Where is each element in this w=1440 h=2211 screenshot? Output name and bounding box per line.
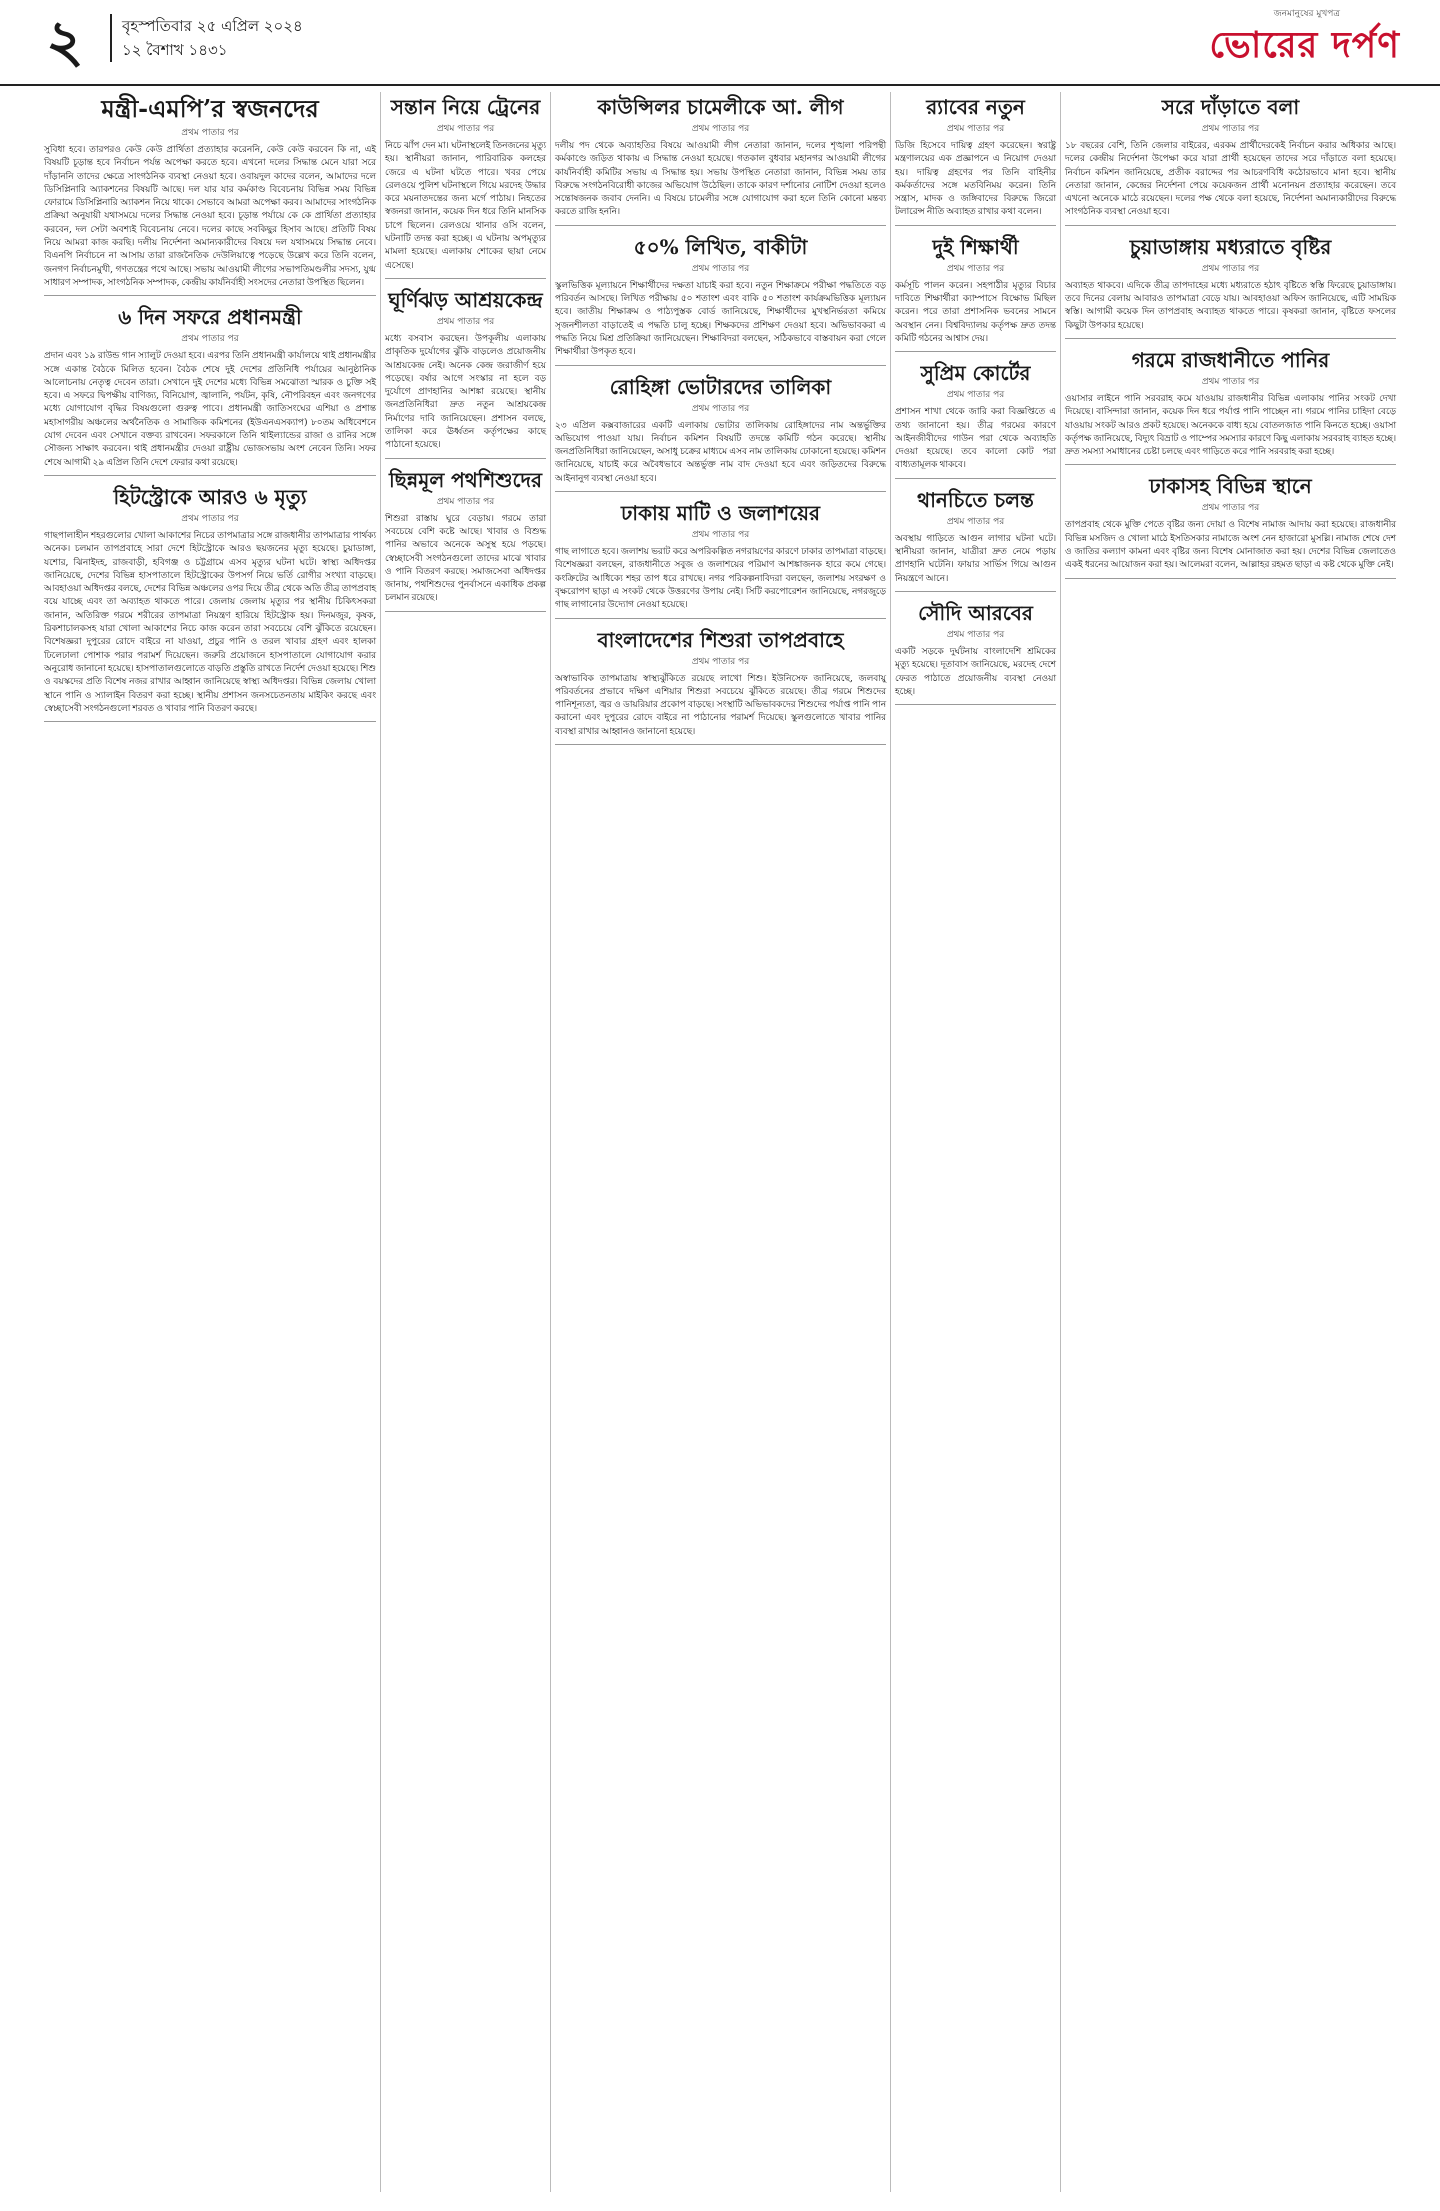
article-body: তাপপ্রবাহ থেকে মুক্তি পেতে বৃষ্টির জন্য দোয়া ও বিশেষ নামাজ আদায় করা হয়েছে। রাজধানীর বিভিন্ন মসজিদ ও খোলা মাঠে ইসতিসকার নামাজে অংশ নেন হাজারো মুসল্লি। নামাজ শেষে দেশ ও জাতির কল্যাণ কামনা এবং বৃষ্টির জন্য বিশেষ মোনাজাত করা হয়। দেশের বিভিন্ন জেলাতেও একই ধরনের আয়োজন করা হয়। আলেমরা বলেন, আল্লাহর রহমত ছাড়া এ কষ্ট থেকে মুক্তি নেই। (1065, 519, 1396, 571)
continued-label: প্রথম পাতার পর (1201, 124, 1260, 134)
article-headline[interactable]: ঢাকায় মাটি ও জলাশয়ের (620, 501, 821, 526)
article-ghurnijhor (385, 287, 546, 459)
article-headline[interactable]: কাউন্সিলর চামেলীকে আ. লীগ (597, 95, 844, 119)
article-headline[interactable]: হিটস্ট্রোকে আরও ৬ মৃত্যু (113, 484, 307, 509)
article-body: শিশুরা রাস্তায় ঘুরে বেড়ায়। গরমে তারা সবচেয়ে বেশি কষ্টে আছে। খাবার ও বিশুদ্ধ পানির অভাবে অনেকে অসুস্থ হয়ে পড়ছে। স্বেচ্ছাসেবী সংগঠনগুলো তাদের মাঝে খাবার ও পানি বিতরণ করছে। সমাজসেবা অধিদপ্তর জানায়, পথশিশুদের পুনর্বাসনে একাধিক প্রকল্প চলমান রয়েছে। (385, 512, 546, 604)
date-block (110, 14, 303, 62)
article-uprooted-children (385, 467, 546, 612)
column-4 (890, 92, 1060, 2192)
continued-label: প্রথম পাতার পর (436, 124, 495, 134)
article-body: নিচে ঝাঁপ দেন মা। ঘটনাস্থলেই তিনজনের মৃত্যু হয়। স্থানীয়রা জানান, পারিবারিক কলহের জেরে এ ঘটনা ঘটতে পারে। খবর পেয়ে রেলওয়ে পুলিশ ঘটনাস্থলে গিয়ে মরদেহ উদ্ধার করে ময়নাতদন্তের জন্য মর্গে পাঠায়। নিহতের স্বজনরা জানান, কয়েক দিন ধরে তিনি মানসিক চাপে ছিলেন। রেলওয়ে থানার ওসি বলেন, ঘটনাটি তদন্ত করা হচ্ছে। এ ঘটনায় অপমৃত্যুর মামলা হয়েছে। এলাকায় শোকের ছায়া নেমে এসেছে। (385, 140, 546, 271)
article-body: গাছপালাহীন শহরগুলোর খোলা আকাশের নিচের তাপমাত্রার সঙ্গে রাজধানীর তাপমাত্রার পার্থক্য অনেক। চলমান তাপপ্রবাহে সারা দেশে হিটস্ট্রোকে আরও ছয়জনের মৃত্যু হয়েছে। চুয়াডাঙ্গা, যশোর, ঝিনাইদহ, রাজবাড়ী, হবিগঞ্জ ও চট্টগ্রামে এসব মৃত্যুর ঘটনা ঘটে। স্বাস্থ্য অধিদপ্তর জানিয়েছে, দেশের বিভিন্ন হাসপাতালে হিটস্ট্রোকের উপসর্গ নিয়ে ভর্তি রোগীর সংখ্যা বাড়ছে। আবহাওয়া অধিদপ্তর বলছে, দেশের বিভিন্ন অঞ্চলের ওপর দিয়ে তীব্র থেকে অতি তীব্র তাপপ্রবাহ বয়ে যাচ্ছে এবং তা অব্যাহত থাকতে পারে। জেলায় জেলায় মৃত্যুর পর স্থানীয় চিকিৎসকরা জানান, অতিরিক্ত গরমে শরীরের তাপমাত্রা নিয়ন্ত্রণ হারিয়ে হিটস্ট্রোক হয়। দিনমজুর, কৃষক, রিকশাচালকসহ যারা খোলা আকাশের নিচে কাজ করেন তারা সবচেয়ে বেশি ঝুঁকিতে রয়েছেন। বিশেষজ্ঞরা দুপুরের রোদে বাইরে না যাওয়া, প্রচুর পানি ও তরল খাবার গ্রহণ এবং হালকা ঢিলেঢালা পোশাক পরার পরামর্শ দিয়েছেন। জরুরি প্রয়োজনে হাসপাতালে যোগাযোগ করার অনুরোধ জানানো হয়েছে। হাসপাতালগুলোতে বাড়তি প্রস্তুতি রাখতে নির্দেশ দেওয়া হয়েছে। শিশু ও বয়স্কদের প্রতি বিশেষ নজর রাখার আহ্বান জানিয়েছে স্বাস্থ্য অধিদপ্তর। বিভিন্ন জেলায় খোলা স্থানে পানি ও স্যালাইন বিতরণ করা হচ্ছে। স্থানীয় প্রশাসন জনসচেতনতায় মাইকিং করছে এবং স্বেচ্ছাসেবী সংগঠনগুলো শরবত ও খাবার পানি বিতরণ করছে। (44, 529, 376, 714)
article-headline[interactable]: চুয়াডাঙ্গায় মধ্যরাতে বৃষ্টির (1129, 234, 1332, 259)
article-headline[interactable]: রোহিঙ্গা ভোটারদের তালিকা (609, 374, 832, 399)
article-headline[interactable]: থানচিতে চলন্ত (917, 487, 1034, 512)
article-headline[interactable]: ৫০% লিখিত, বাকীটা (633, 234, 808, 259)
continued-label: প্রথম পাতার পর (946, 516, 1005, 527)
column-1 (40, 92, 380, 2192)
continued-label: প্রথম পাতার পর (946, 629, 1005, 640)
article-body: অব্যাহত থাকবে। এদিকে তীব্র তাপদাহের মধ্যে মধ্যরাতে হঠাৎ বৃষ্টিতে স্বস্তি ফিরেছে চুয়াডাঙ্গায়। তবে দিনের বেলায় আবারও তাপমাত্রা বেড়ে যায়। আবহাওয়া অফিস জানিয়েছে, এটি সাময়িক স্বস্তি। আগামী কয়েক দিন তাপপ্রবাহ অব্যাহত থাকতে পারে। কৃষকরা জানান, বৃষ্টিতে ফসলের কিছুটা উপকার হয়েছে। (1065, 279, 1396, 331)
continued-label: প্রথম পাতার পর (691, 403, 750, 414)
article-train-children (385, 94, 546, 279)
article-supreme-court (895, 360, 1056, 478)
page-number: ২ (46, 7, 84, 75)
article-saudi (895, 600, 1056, 705)
article-headline[interactable]: দুই শিক্ষার্থী (932, 234, 1019, 259)
article-headline[interactable]: মন্ত্রী-এমপি’র স্বজনদের (101, 94, 319, 123)
article-headline[interactable]: সরে দাঁড়াতে বলা (1161, 95, 1300, 119)
article-two-students (895, 234, 1056, 352)
article-dhaka-various (1065, 473, 1396, 578)
continued-label: প্রথম পাতার পর (946, 124, 1005, 134)
article-rab-new (895, 94, 1056, 226)
continued-label: প্রথম পাতার পর (946, 390, 1005, 401)
column-5 (1060, 92, 1400, 2192)
article-headline[interactable]: ছিন্নমূল পথশিশুদের (388, 467, 543, 492)
article-headline[interactable]: সৌদি আরবের (918, 600, 1033, 625)
article-headline[interactable]: সন্তান নিয়ে ট্রেনের (390, 95, 541, 119)
article-headline[interactable]: ঘূর্ণিঝড় আশ্রয়কেন্দ্র (388, 287, 543, 312)
continued-label: প্রথম পাতার পর (1201, 263, 1260, 274)
article-body: ২৩ এপ্রিল কক্সবাজারের একটি এলাকায় ভোটার তালিকায় রোহিঙ্গাদের নাম অন্তর্ভুক্তির অভিযোগ পাওয়া যায়। নির্বাচন কমিশন বিষয়টি তদন্তে কমিটি গঠন করেছে। স্থানীয় জনপ্রতিনিধিরা জানিয়েছেন, অসাধু চক্রের মাধ্যমে এসব নাম তালিকায় ঢোকানো হয়েছে। কমিশন জানিয়েছে, যাচাই করে অবৈধভাবে অন্তর্ভুক্ত নাম বাদ দেওয়া হবে এবং জড়িতদের বিরুদ্ধে আইনানুগ ব্যবস্থা নেওয়া হবে। (555, 419, 886, 484)
article-body: একটি সড়কে দুর্ঘটনায় বাংলাদেশি শ্রমিকের মৃত্যু হয়েছে। দূতাবাস জানিয়েছে, মরদেহ দেশে ফেরত পাঠাতে প্রয়োজনীয় ব্যবস্থা নেওয়া হচ্ছে। (895, 645, 1056, 697)
column-3 (550, 92, 890, 2192)
continued-label: প্রথম পাতার পর (691, 530, 750, 541)
article-body: অবস্থায় গাড়িতে আগুন লাগার ঘটনা ঘটে। স্থানীয়রা জানান, যাত্রীরা দ্রুত নেমে পড়ায় প্রাণহানি ঘটেনি। ফায়ার সার্ভিস গিয়ে আগুন নিয়ন্ত্রণে আনে। (895, 532, 1056, 584)
article-thanchi (895, 487, 1056, 592)
article-councillor (555, 94, 886, 226)
article-body: প্রদান এবং ১৯ রাউন্ড গান স্যালুট দেওয়া হবে। এরপর তিনি প্রধানমন্ত্রী কার্যালয়ে থাই প্রধানমন্ত্রীর সঙ্গে একান্ত বৈঠকে মিলিত হবেন। বৈঠক শেষে দুই দেশের প্রতিনিধি পর্যায়ের আনুষ্ঠানিক আলোচনায় নেতৃত্ব দেবেন তারা। সেখানে দুই দেশের মধ্যে বিভিন্ন সমঝোতা স্মারক ও চুক্তি সই হবে। এ সফরে দ্বিপক্ষীয় বাণিজ্য, বিনিয়োগ, জ্বালানি, পর্যটন, কৃষি, নৌপরিবহন এবং জনগণের মধ্যে যোগাযোগ বৃদ্ধির বিষয়গুলো গুরুত্ব পাবে। প্রধানমন্ত্রী জাতিসংঘের এশিয়া ও প্রশান্ত মহাসাগরীয় অঞ্চলের অর্থনৈতিক ও সামাজিক কমিশনের (ইউএনএসক্যাপ) ৮০তম অধিবেশনে যোগ দেবেন এবং সেখানে বক্তব্য রাখবেন। সফরকালে তিনি থাইল্যান্ডের রাজা ও রানির সঙ্গে সৌজন্য সাক্ষাৎ করবেন। থাই প্রধানমন্ত্রীর দেওয়া রাষ্ট্রীয় ভোজসভায় অংশ নেবেন তিনি। সফর শেষে আগামী ২৯ এপ্রিল তিনি দেশে ফেরার কথা রয়েছে। (44, 350, 376, 468)
continued-label: প্রথম পাতার পর (181, 334, 239, 345)
article-body: স্কুলভিত্তিক মূল্যায়নে শিক্ষার্থীদের দক্ষতা যাচাই করা হবে। নতুন শিক্ষাক্রমে পরীক্ষা পদ্ধতিতে বড় পরিবর্তন আসছে। লিখিত পরীক্ষায় ৫০ শতাংশ এবং বাকি ৫০ শতাংশ কার্যক্রমভিত্তিক মূল্যায়ন হবে। জাতীয় শিক্ষাক্রম ও পাঠ্যপুস্তক বোর্ড জানিয়েছে, শিক্ষার্থীদের মুখস্থনির্ভরতা কমিয়ে সৃজনশীলতা বাড়াতেই এ পদ্ধতি চালু হচ্ছে। শিক্ষকদের প্রশিক্ষণ দেওয়া হবে। অভিভাবকরা এ পদ্ধতি নিয়ে মিশ্র প্রতিক্রিয়া জানিয়েছেন। শিক্ষাবিদরা বলছেন, সঠিকভাবে বাস্তবায়ন করা গেলে শিক্ষার্থীরা উপকৃত হবে। (555, 279, 886, 358)
article-body: ১৮ বছরের বেশি, তিনি জেলার বাইরের, এরকম প্রার্থীদেরকেই নির্বাচন করার অধিকার আছে। দলের কেন্দ্রীয় নির্দেশনা উপেক্ষা করে যারা প্রার্থী হয়েছেন তাদের সরে দাঁড়াতে বলা হয়েছে। নির্বাচন কমিশন জানিয়েছে, প্রতীক বরাদ্দের পর আচরণবিধি কঠোরভাবে মানা হবে। স্থানীয় নেতারা জানান, কেন্দ্রের নির্দেশনা পেয়ে কয়েকজন প্রার্থী মনোনয়ন প্রত্যাহার করেছেন। তবে এখনো অনেকে মাঠে রয়েছেন। দলের পক্ষ থেকে বলা হয়েছে, নির্দেশনা অমান্যকারীদের বিরুদ্ধে সাংগঠনিক ব্যবস্থা নেওয়া হবে। (1065, 140, 1396, 218)
article-body: প্রশাসন শাখা থেকে জারি করা বিজ্ঞপ্তিতে এ তথ্য জানানো হয়। তীব্র গরমের কারণে আইনজীবীদের গাউন পরা থেকে অব্যাহতি দেওয়া হয়েছে। তবে কালো কোট পরা বাধ্যতামূলক থাকবে। (895, 406, 1056, 471)
article-headline[interactable]: ৬ দিন সফরে প্রধানমন্ত্রী (118, 305, 302, 330)
article-body: গাছ লাগাতে হবে। জলাশয় ভরাট করে অপরিকল্পিত নগরায়ণের কারণে ঢাকার তাপমাত্রা বাড়ছে। বিশেষজ্ঞরা বলছেন, রাজধানীতে সবুজ ও জলাশয়ের পরিমাণ আশঙ্কাজনক হারে কমে গেছে। কংক্রিটের আধিক্যে শহর তাপ ধরে রাখছে। নগর পরিকল্পনাবিদরা বলছেন, জলাশয় সংরক্ষণ ও বৃক্ষরোপণ ছাড়া এ সংকট থেকে উত্তরণের উপায় নেই। সিটি করপোরেশন জানিয়েছে, নগরজুড়ে গাছ লাগানোর উদ্যোগ নেওয়া হয়েছে। (555, 546, 886, 611)
article-chuadanga-rain (1065, 234, 1396, 339)
continued-label: প্রথম পাতার পর (691, 656, 750, 667)
article-heatstroke (44, 484, 376, 722)
continued-label: প্রথম পাতার পর (181, 513, 239, 524)
article-dhaka-soil (555, 500, 886, 618)
article-body: দলীয় পদ থেকে অব্যাহতির বিষয়ে আওয়ামী লীগ নেতারা জানান, দলের শৃঙ্খলা পরিপন্থী কর্মকাণ্ডে জড়িত থাকায় এ সিদ্ধান্ত নেওয়া হয়েছে। গতকাল বুধবার মহানগর আওয়ামী লীগের কার্যনির্বাহী কমিটির সভায় এ সিদ্ধান্ত হয়। সভায় উপস্থিত নেতারা জানান, বিভিন্ন সময় তার বিরুদ্ধে সংগঠনবিরোধী কাজের অভিযোগ উঠেছিল। তাকে কারণ দর্শানোর নোটিশ দেওয়া হলেও সন্তোষজনক জবাব দেননি। এ বিষয়ে চামেলীর সঙ্গে যোগাযোগ করা হলে তিনি কোনো মন্তব্য করতে রাজি হননি। (555, 140, 886, 218)
article-headline[interactable]: র‌্যাবের নতুন (926, 95, 1025, 119)
continued-label: প্রথম পাতার পর (181, 128, 239, 138)
article-children-heatwave (555, 627, 886, 745)
article-body: কর্মসূচি পালন করেন। সহপাঠীর মৃত্যুর বিচার দাবিতে শিক্ষার্থীরা ক্যাম্পাসে বিক্ষোভ মিছিল করেন। পরে তারা প্রশাসনিক ভবনের সামনে অবস্থান নেন। বিশ্ববিদ্যালয় কর্তৃপক্ষ দ্রুত তদন্ত কমিটি গঠনের আশ্বাস দেয়। (895, 279, 1056, 344)
newspaper-logo (1160, 6, 1400, 78)
article-body: ডিজি হিসেবে দায়িত্ব গ্রহণ করেছেন। স্বরাষ্ট্র মন্ত্রণালয়ের এক প্রজ্ঞাপনে এ নিয়োগ দেওয়া হয়। দায়িত্ব গ্রহণের পর তিনি বাহিনীর কর্মকর্তাদের সঙ্গে মতবিনিময় করেন। তিনি সন্ত্রাস, মাদক ও জঙ্গিবাদের বিরুদ্ধে জিরো টলারেন্স নীতি অব্যাহত রাখার কথা বলেন। (895, 140, 1056, 218)
continued-label: প্রথম পাতার পর (1201, 376, 1260, 387)
article-headline[interactable]: বাংলাদেশের শিশুরা তাপপ্রবাহে (597, 627, 844, 652)
article-body: ওয়াসার লাইনে পানি সরবরাহ কমে যাওয়ায় রাজধানীর বিভিন্ন এলাকায় পানির সংকট দেখা দিয়েছে। বাসিন্দারা জানান, কয়েক দিন ধরে পর্যাপ্ত পানি পাচ্ছেন না। গরমে পানির চাহিদা বেড়ে যাওয়ায় সংকট আরও প্রকট হয়েছে। অনেককে বাধ্য হয়ে বোতলজাত পানি কিনতে হচ্ছে। ওয়াসা কর্তৃপক্ষ জানিয়েছে, বিদ্যুৎ বিভ্রাট ও পাম্পের সমস্যার কারণে কিছু এলাকায় সরবরাহ ব্যাহত হচ্ছে। দ্রুত সমস্যা সমাধানের চেষ্টা চলছে এবং গাড়িতে করে পানি সরবরাহ করা হচ্ছে। (1065, 392, 1396, 458)
article-headline[interactable]: ঢাকাসহ বিভিন্ন স্থানে (1149, 474, 1312, 499)
continued-label: প্রথম পাতার পর (436, 316, 495, 327)
article-step-aside (1065, 94, 1396, 226)
article-body: অস্বাভাবিক তাপমাত্রায় স্বাস্থ্যঝুঁকিতে রয়েছে লাখো শিশু। ইউনিসেফ জানিয়েছে, জলবায়ু পরিবর্তনের প্রভাবে দক্ষিণ এশিয়ার শিশুরা সবচেয়ে ঝুঁকিতে রয়েছে। তীব্র গরমে শিশুদের পানিশূন্যতা, জ্বর ও ডায়রিয়ার প্রকোপ বাড়ছে। সংস্থাটি অভিভাবকদের শিশুদের পর্যাপ্ত পানি পান করানো এবং দুপুরের রোদে বাইরে না পাঠানোর পরামর্শ দিয়েছে। স্কুলগুলোতে খাবার পানির ব্যবস্থা রাখার আহ্বানও জানানো হয়েছে। (555, 672, 886, 737)
article-fifty-percent (555, 234, 886, 366)
continued-label: প্রথম পাতার পর (691, 124, 750, 134)
continued-label: প্রথম পাতার পর (691, 263, 750, 274)
date-gregorian: বৃহস্পতিবার ২৫ এপ্রিল ২০২৪ (122, 17, 303, 35)
article-headline[interactable]: গরমে রাজধানীতে পানির (1131, 347, 1330, 372)
article-mp-relatives (44, 94, 376, 296)
continued-label: প্রথম পাতার পর (946, 263, 1005, 274)
article-rohingya-voters (555, 374, 886, 492)
article-body: মধ্যে বসবাস করছেন। উপকূলীয় এলাকায় প্রাকৃতিক দুর্যোগের ঝুঁকি বাড়লেও প্রয়োজনীয় আশ্রয়কেন্দ্র নেই। অনেক কেন্দ্র জরাজীর্ণ হয়ে পড়েছে। বর্ষার আগে সংস্কার না হলে বড় দুর্যোগে প্রাণহানির আশঙ্কা রয়েছে। স্থানীয় জনপ্রতিনিধিরা দ্রুত নতুন আশ্রয়কেন্দ্র নির্মাণের দাবি জানিয়েছেন। প্রশাসন বলছে, তালিকা করে ঊর্ধ্বতন কর্তৃপক্ষের কাছে পাঠানো হয়েছে। (385, 332, 546, 451)
masthead (0, 0, 1440, 86)
date-bengali: ১২ বৈশাখ ১৪৩১ (122, 41, 228, 59)
continued-label: প্রথম পাতার পর (1201, 503, 1260, 514)
column-2 (380, 92, 550, 2192)
logo-tagline: জনমানুষের মুখপত্র (1273, 9, 1340, 19)
article-capital-water (1065, 347, 1396, 465)
logo-text: ভোরের দর্পণ (1209, 24, 1400, 66)
continued-label: প্রথম পাতার পর (436, 496, 495, 507)
article-pm-tour (44, 304, 376, 476)
article-headline[interactable]: সুপ্রিম কোর্টের (920, 361, 1031, 386)
article-body: সুবিধা হবে। তারপরও কেউ কেউ প্রার্থিতা প্রত্যাহার করেননি, কেউ কেউ করবেন কি না, এই বিষয়টি চূড়ান্ত হবে নির্বাচন পর্যন্ত অপেক্ষা করতে হবে। এখনো দলের সিদ্ধান্ত মেনে যারা সরে দাঁড়াননি তাদের ক্ষেত্রে সাংগঠনিক ব্যবস্থা নেওয়া হবে। ওবায়দুল কাদের বলেন, আমাদের দলে ডিসিপ্লিনারি অ্যাকশনের বিষয়টি আছে। দল যার যার কর্মকাণ্ড বিবেচনায় বিভিন্ন সময় বিভিন্ন ফোরামে ডিসিপ্লিনারি অ্যাকশন নিয়ে থাকে। সেভাবে আমরা অপেক্ষা করব। আমাদের সাংগঠনিক প্রক্রিয়া অনুযায়ী যথাসময়ে দলের সিদ্ধান্ত নেওয়া হবে। চূড়ান্ত পর্যায়ে কে কে প্রার্থিতা প্রত্যাহার করবেন, দল সেটা অবশ্যই বিবেচনায় নেবে। দলের কাছে সবকিছুর হিসাব আছে। প্রতিটি বিষয় নিয়ে আমরা কাজ করছি। দলীয় নির্দেশনা অমান্যকারীদের বিষয়ে দল যথাসময়ে সিদ্ধান্ত নেবে। বিএনপি নির্বাচনে না আসায় তারা রাজনৈতিক দেউলিয়াত্বে পড়েছে উল্লেখ করে তিনি বলেন, জনগণ নির্বাচনমুখী, গণতন্ত্রের পথে আছে। সভায় আওয়ামী লীগের সভাপতিমণ্ডলীর সদস্য, যুগ্ম সাধারণ সম্পাদক, সাংগঠনিক সম্পাদক, কেন্দ্রীয় কার্যনির্বাহী সংসদের নেতারা উপস্থিত ছিলেন। (44, 144, 376, 288)
